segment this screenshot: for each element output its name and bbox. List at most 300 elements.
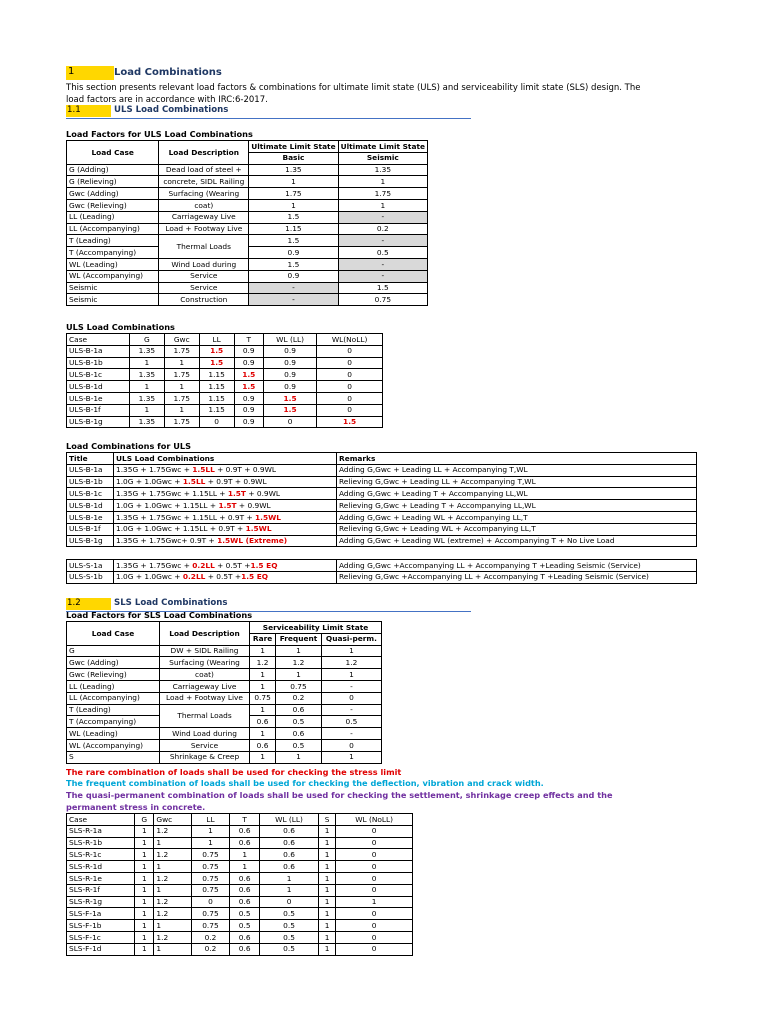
- header-cell: G: [135, 814, 154, 826]
- value-cell: 1.15: [199, 392, 234, 404]
- seismic-factor-cell: 1: [338, 199, 427, 211]
- table-row: [67, 728, 382, 740]
- value-cell: 0.9: [234, 345, 263, 357]
- load-description-cell: Service: [160, 739, 250, 751]
- case-cell: ULS-B-1a: [67, 345, 130, 357]
- case-cell: SLS-F-1b: [67, 920, 135, 932]
- header-cell: G: [129, 334, 164, 346]
- value-cell: 1: [135, 896, 154, 908]
- value-cell: 1: [318, 920, 335, 932]
- case-cell: SLS-F-1a: [67, 908, 135, 920]
- load-description-cell: Dead load of steel +: [159, 164, 249, 176]
- load-description-cell: Thermal Loads: [159, 235, 249, 259]
- load-case-cell: Seismic: [67, 294, 159, 306]
- header-cell: Title: [67, 453, 114, 465]
- combination-cell: [114, 488, 337, 500]
- rare-cell: 1: [250, 728, 276, 740]
- table-row: [67, 258, 428, 270]
- remarks-cell: Relieving G,Gwc +Accompanying LL + Accompanying T +Leading Seismic (Service): [337, 571, 697, 583]
- value-cell: 1.15: [199, 369, 234, 381]
- table-row: [67, 825, 413, 837]
- value-cell: 0: [317, 345, 383, 357]
- header-cell: Ultimate Limit State: [338, 141, 427, 153]
- value-cell: 1.75: [164, 345, 199, 357]
- table-row: [67, 535, 697, 547]
- leading-term: 1.5T: [227, 489, 246, 499]
- combination-text: + 0.9T + 0.9WL: [214, 465, 277, 475]
- value-cell: 0: [317, 357, 383, 369]
- header-cell: S: [318, 814, 335, 826]
- value-cell: 0.9: [234, 416, 263, 428]
- combination-text: 1.0G + 1.0Gwc + 1.15LL +: [116, 500, 219, 510]
- seismic-factor-cell: 1.35: [338, 164, 427, 176]
- case-cell: ULS-B-1d: [67, 381, 130, 393]
- combination-cell: [114, 464, 337, 476]
- value-cell: 0: [199, 416, 234, 428]
- load-case-cell: G (Relieving): [67, 176, 159, 188]
- subsection-number: 1.1: [66, 105, 111, 117]
- quasi-cell: -: [321, 728, 381, 740]
- table-row: [67, 488, 697, 500]
- value-cell: 1: [318, 931, 335, 943]
- table-caption: ULS Load Combinations: [66, 322, 175, 332]
- table-row: [67, 294, 428, 306]
- rare-cell: 0.6: [250, 716, 276, 728]
- load-case-cell: Gwc (Adding): [67, 657, 160, 669]
- subsection-title: SLS Load Combinations: [114, 598, 228, 608]
- table-row: [67, 523, 697, 535]
- value-cell: 0.75: [191, 872, 229, 884]
- value-cell: 0.75: [191, 908, 229, 920]
- seismic-factor-cell: 0.5: [338, 247, 427, 259]
- combination-cell: [114, 476, 337, 488]
- value-cell: 1.5: [317, 416, 383, 428]
- header-cell: T: [234, 334, 263, 346]
- load-description-cell: Surfacing (Wearing: [160, 657, 250, 669]
- combination-text: 1.35G + 1.75Gwc +: [116, 465, 193, 475]
- value-cell: 0.5: [260, 908, 319, 920]
- load-case-cell: LL (Accompanying): [67, 692, 160, 704]
- table-caption: Load Combinations for ULS: [66, 441, 191, 451]
- value-cell: 1: [318, 849, 335, 861]
- basic-factor-cell: 0.9: [249, 247, 338, 259]
- load-case-cell: Gwc (Relieving): [67, 669, 160, 681]
- case-cell: SLS-R-1f: [67, 884, 135, 896]
- header-cell: Rare: [250, 633, 276, 645]
- value-cell: 1.5: [234, 381, 263, 393]
- value-cell: 0.9: [263, 369, 316, 381]
- value-cell: 1.5: [263, 392, 316, 404]
- header-cell: Remarks: [337, 453, 697, 465]
- header-cell: Ultimate Limit State: [249, 141, 338, 153]
- case-cell: SLS-R-1b: [67, 837, 135, 849]
- frequent-cell: 0.5: [276, 739, 322, 751]
- table-header-row: [67, 334, 383, 346]
- combination-text: 1.35G + 1.75Gwc + 1.15LL +: [116, 489, 228, 499]
- sls-combinations-table: [66, 813, 413, 956]
- load-case-cell: LL (Accompanying): [67, 223, 159, 235]
- value-cell: 1: [164, 381, 199, 393]
- value-cell: 0.6: [230, 872, 260, 884]
- quasi-cell: 1: [321, 751, 381, 763]
- leading-term: 1.5LL: [182, 477, 206, 487]
- header-cell: Frequent: [276, 633, 322, 645]
- value-cell: 1: [318, 896, 335, 908]
- load-case-cell: T (Accompanying): [67, 716, 160, 728]
- value-cell: 1: [164, 404, 199, 416]
- uls-factors-table: [66, 140, 428, 306]
- value-cell: 1: [135, 861, 154, 873]
- seismic-factor-cell: 0.75: [338, 294, 427, 306]
- combination-cell: [114, 560, 337, 572]
- value-cell: 1: [135, 849, 154, 861]
- case-cell: SLS-R-1g: [67, 896, 135, 908]
- table-row: [67, 511, 697, 523]
- load-case-cell: T (Leading): [67, 704, 160, 716]
- frequent-cell: 1: [276, 645, 322, 657]
- basic-factor-cell: 1.35: [249, 164, 338, 176]
- rare-cell: 1: [250, 680, 276, 692]
- table-row: [67, 282, 428, 294]
- case-cell: SLS-R-1a: [67, 825, 135, 837]
- load-description-cell: DW + SIDL Railing: [160, 645, 250, 657]
- table-row: [67, 345, 383, 357]
- value-cell: 1: [318, 872, 335, 884]
- note-rare: The rare combination of loads shall be used for checking the stress limit: [66, 767, 402, 777]
- table-row: [67, 211, 428, 223]
- seismic-factor-cell: -: [338, 211, 427, 223]
- value-cell: 0: [317, 381, 383, 393]
- value-cell: 1: [135, 931, 154, 943]
- quasi-cell: 1: [321, 645, 381, 657]
- table-row: [67, 896, 413, 908]
- value-cell: 1: [135, 825, 154, 837]
- table-row: [67, 164, 428, 176]
- combination-cell: [114, 571, 337, 583]
- table-row: [67, 381, 383, 393]
- frequent-cell: 1: [276, 669, 322, 681]
- case-cell: SLS-R-1c: [67, 849, 135, 861]
- header-cell: WL (NoLL): [336, 814, 413, 826]
- value-cell: 1.2: [154, 825, 191, 837]
- table-row: [67, 560, 697, 572]
- value-cell: 0.6: [230, 837, 260, 849]
- load-description-cell: Service: [159, 282, 249, 294]
- remarks-cell: Relieving G,Gwc + Leading LL + Accompanying T,WL: [337, 476, 697, 488]
- value-cell: 1: [135, 872, 154, 884]
- leading-term: 1.5T: [218, 500, 237, 510]
- value-cell: 1: [135, 908, 154, 920]
- value-cell: 1: [135, 943, 154, 955]
- table-row: [67, 920, 413, 932]
- value-cell: 1: [230, 861, 260, 873]
- header-cell: WL (LL): [260, 814, 319, 826]
- value-cell: 1: [191, 837, 229, 849]
- load-case-cell: WL (Accompanying): [67, 739, 160, 751]
- value-cell: 1: [191, 825, 229, 837]
- seismic-factor-cell: 1.5: [338, 282, 427, 294]
- combination-cell: [114, 535, 337, 547]
- load-case-cell: T (Accompanying): [67, 247, 159, 259]
- load-description-cell: Surfacing (Wearing: [159, 188, 249, 200]
- subsection-number: 1.2: [66, 598, 111, 610]
- load-description-cell: Carriageway Live: [160, 680, 250, 692]
- value-cell: 0.6: [230, 896, 260, 908]
- value-cell: 0.75: [191, 884, 229, 896]
- value-cell: 0: [336, 920, 413, 932]
- header-cell: Load Case: [67, 622, 160, 646]
- value-cell: 1: [135, 884, 154, 896]
- value-cell: 0: [263, 416, 316, 428]
- basic-factor-cell: 1.5: [249, 235, 338, 247]
- header-cell: Case: [67, 814, 135, 826]
- load-case-cell: T (Leading): [67, 235, 159, 247]
- value-cell: 1: [260, 872, 319, 884]
- case-cell: SLS-R-1e: [67, 872, 135, 884]
- title-cell: ULS-B-1f: [67, 523, 114, 535]
- value-cell: 0: [317, 404, 383, 416]
- table-row: [67, 235, 428, 247]
- table-row: [67, 464, 697, 476]
- value-cell: 0: [336, 884, 413, 896]
- value-cell: 1.5: [234, 369, 263, 381]
- combination-text: 1.0G + 1.0Gwc +: [116, 477, 183, 487]
- value-cell: 0: [336, 943, 413, 955]
- value-cell: 0: [191, 896, 229, 908]
- value-cell: 0.6: [260, 861, 319, 873]
- title-cell: ULS-B-1e: [67, 511, 114, 523]
- remarks-cell: Relieving G,Gwc + Leading T + Accompanying LL,WL: [337, 500, 697, 512]
- basic-factor-cell: 1: [249, 176, 338, 188]
- value-cell: 0: [336, 837, 413, 849]
- combination-text: + 0.5T +: [214, 560, 251, 570]
- value-cell: 0: [336, 825, 413, 837]
- table-row: [67, 404, 383, 416]
- combination-text: + 0.9T + 0.9WL: [205, 477, 267, 487]
- value-cell: 1.35: [129, 345, 164, 357]
- combination-text: + 0.9WL: [236, 500, 271, 510]
- header-cell: Basic: [249, 152, 338, 164]
- load-description-cell: coat): [159, 199, 249, 211]
- section-title: Load Combinations: [114, 67, 222, 78]
- title-cell: ULS-B-1b: [67, 476, 114, 488]
- header-cell: Gwc: [154, 814, 191, 826]
- value-cell: 1: [154, 837, 191, 849]
- basic-factor-cell: 1.5: [249, 211, 338, 223]
- table-row: [67, 199, 428, 211]
- header-cell: Serviceability Limit State: [250, 622, 382, 634]
- combination-cell: [114, 523, 337, 535]
- sls-factors-table: [66, 621, 382, 764]
- table-row: [67, 872, 413, 884]
- value-cell: 0.9: [263, 345, 316, 357]
- load-description-cell: Service: [159, 270, 249, 282]
- value-cell: 0.5: [260, 920, 319, 932]
- table-row: [67, 692, 382, 704]
- uls-combinations-table: [66, 333, 383, 428]
- value-cell: 1: [318, 884, 335, 896]
- value-cell: 1: [129, 381, 164, 393]
- value-cell: 0: [336, 849, 413, 861]
- table-row: [67, 369, 383, 381]
- load-case-cell: WL (Leading): [67, 728, 160, 740]
- value-cell: 1.15: [199, 404, 234, 416]
- title-cell: ULS-B-1c: [67, 488, 114, 500]
- value-cell: 1: [318, 825, 335, 837]
- value-cell: 0: [336, 861, 413, 873]
- table-row: [67, 270, 428, 282]
- case-cell: SLS-F-1c: [67, 931, 135, 943]
- header-cell: Load Case: [67, 141, 159, 165]
- header-cell: Gwc: [164, 334, 199, 346]
- case-cell: ULS-B-1c: [67, 369, 130, 381]
- subsection-heading-uls: [66, 105, 471, 119]
- section-number: 1: [66, 66, 114, 80]
- value-cell: 1: [164, 357, 199, 369]
- value-cell: 0.75: [191, 849, 229, 861]
- value-cell: 0.9: [234, 404, 263, 416]
- value-cell: 0: [260, 896, 319, 908]
- leading-term: 1.5WL: [255, 512, 281, 522]
- header-cell: Seismic: [338, 152, 427, 164]
- rare-cell: 1: [250, 669, 276, 681]
- value-cell: 0.6: [230, 825, 260, 837]
- basic-factor-cell: 1.5: [249, 258, 338, 270]
- title-cell: ULS-B-1a: [67, 464, 114, 476]
- value-cell: 1.35: [129, 369, 164, 381]
- header-cell: WL(NoLL): [317, 334, 383, 346]
- quasi-cell: 0: [321, 739, 381, 751]
- value-cell: 0.75: [191, 920, 229, 932]
- quasi-cell: 0: [321, 692, 381, 704]
- seismic-factor-cell: -: [338, 270, 427, 282]
- combination-cell: [114, 500, 337, 512]
- value-cell: 1: [129, 357, 164, 369]
- value-cell: 1: [129, 404, 164, 416]
- leading-term: 0.2LL: [192, 560, 215, 570]
- leading-term: 1.5 EQ: [250, 560, 278, 570]
- value-cell: 1: [154, 861, 191, 873]
- header-cell: T: [230, 814, 260, 826]
- combination-text: + 0.5T +: [205, 572, 242, 582]
- section-heading: [66, 66, 471, 80]
- table-row: [67, 223, 428, 235]
- load-case-cell: S: [67, 751, 160, 763]
- value-cell: 1.2: [154, 908, 191, 920]
- leading-term: 1.5WL (Extreme): [217, 536, 288, 546]
- value-cell: 1.15: [199, 381, 234, 393]
- load-case-cell: WL (Accompanying): [67, 270, 159, 282]
- value-cell: 0.6: [260, 849, 319, 861]
- value-cell: 1: [318, 943, 335, 955]
- value-cell: 1: [318, 837, 335, 849]
- leading-term: 1.5LL: [192, 465, 215, 475]
- value-cell: 1: [154, 943, 191, 955]
- value-cell: 0.5: [260, 943, 319, 955]
- load-description-cell: Load + Footway Live: [160, 692, 250, 704]
- frequent-cell: 0.6: [276, 728, 322, 740]
- basic-factor-cell: 1: [249, 199, 338, 211]
- value-cell: 0.6: [230, 884, 260, 896]
- value-cell: 1: [135, 920, 154, 932]
- rare-cell: 1.2: [250, 657, 276, 669]
- table-row: [67, 669, 382, 681]
- value-cell: 1.5: [199, 357, 234, 369]
- table-row: [67, 739, 382, 751]
- load-case-cell: Gwc (Relieving): [67, 199, 159, 211]
- load-description-cell: Shrinkage & Creep: [160, 751, 250, 763]
- uls-seismic-table: [66, 559, 697, 584]
- load-case-cell: G (Adding): [67, 164, 159, 176]
- table-caption: Load Factors for ULS Load Combinations: [66, 129, 253, 139]
- header-cell: Load Description: [160, 622, 250, 646]
- remarks-cell: Adding G,Gwc + Leading WL (extreme) + Accompanying T + No Live Load: [337, 535, 697, 547]
- table-row: [67, 943, 413, 955]
- table-row: [67, 392, 383, 404]
- load-description-cell: Construction: [159, 294, 249, 306]
- value-cell: 1: [318, 908, 335, 920]
- header-cell: LL: [199, 334, 234, 346]
- header-cell: WL (LL): [263, 334, 316, 346]
- remarks-cell: Adding G,Gwc + Leading WL + Accompanying LL,T: [337, 511, 697, 523]
- seismic-factor-cell: 1: [338, 176, 427, 188]
- rare-cell: 1: [250, 704, 276, 716]
- table-row: [67, 751, 382, 763]
- rare-cell: 1: [250, 751, 276, 763]
- title-cell: ULS-B-1d: [67, 500, 114, 512]
- combination-text: 1.35G + 1.75Gwc+ 0.9T +: [116, 536, 218, 546]
- table-row: [67, 931, 413, 943]
- leading-term: 1.5 EQ: [241, 572, 269, 582]
- table-header-row: [67, 814, 413, 826]
- value-cell: 0.5: [260, 931, 319, 943]
- table-header-row: [67, 453, 697, 465]
- value-cell: 1.5: [263, 404, 316, 416]
- value-cell: 1.75: [164, 416, 199, 428]
- rare-cell: 1: [250, 645, 276, 657]
- header-cell: Quasi-perm.: [321, 633, 381, 645]
- value-cell: 1.2: [154, 849, 191, 861]
- value-cell: 0: [336, 872, 413, 884]
- table-row: [67, 884, 413, 896]
- load-description-cell: Load + Footway Live: [159, 223, 249, 235]
- uls-list-table: [66, 452, 697, 547]
- value-cell: 0: [317, 369, 383, 381]
- value-cell: 0.5: [230, 908, 260, 920]
- intro-paragraph: This section presents relevant load factors & combinations for ultimate limit state (ULS) and serviceability limit state (SLS) design. The load factors are in accordance with IRC:6-2017.: [66, 83, 641, 105]
- frequent-cell: 1.2: [276, 657, 322, 669]
- case-cell: ULS-B-1e: [67, 392, 130, 404]
- frequent-cell: 0.2: [276, 692, 322, 704]
- seismic-factor-cell: 0.2: [338, 223, 427, 235]
- table-row: [67, 657, 382, 669]
- table-row: [67, 680, 382, 692]
- header-cell: LL: [191, 814, 229, 826]
- combination-text: 1.0G + 1.0Gwc +: [116, 572, 183, 582]
- combination-text: 1.35G + 1.75Gwc + 1.15LL + 0.9T +: [116, 512, 255, 522]
- seismic-factor-cell: 1.75: [338, 188, 427, 200]
- combination-text: 1.35G + 1.75Gwc +: [116, 560, 193, 570]
- load-case-cell: WL (Leading): [67, 258, 159, 270]
- frequent-cell: 1: [276, 751, 322, 763]
- table-row: [67, 188, 428, 200]
- load-description-cell: Thermal Loads: [160, 704, 250, 728]
- frequent-cell: 0.75: [276, 680, 322, 692]
- case-cell: ULS-B-1g: [67, 416, 130, 428]
- subsection-title: ULS Load Combinations: [114, 105, 229, 115]
- table-header-row: [67, 141, 428, 153]
- value-cell: 0.6: [230, 943, 260, 955]
